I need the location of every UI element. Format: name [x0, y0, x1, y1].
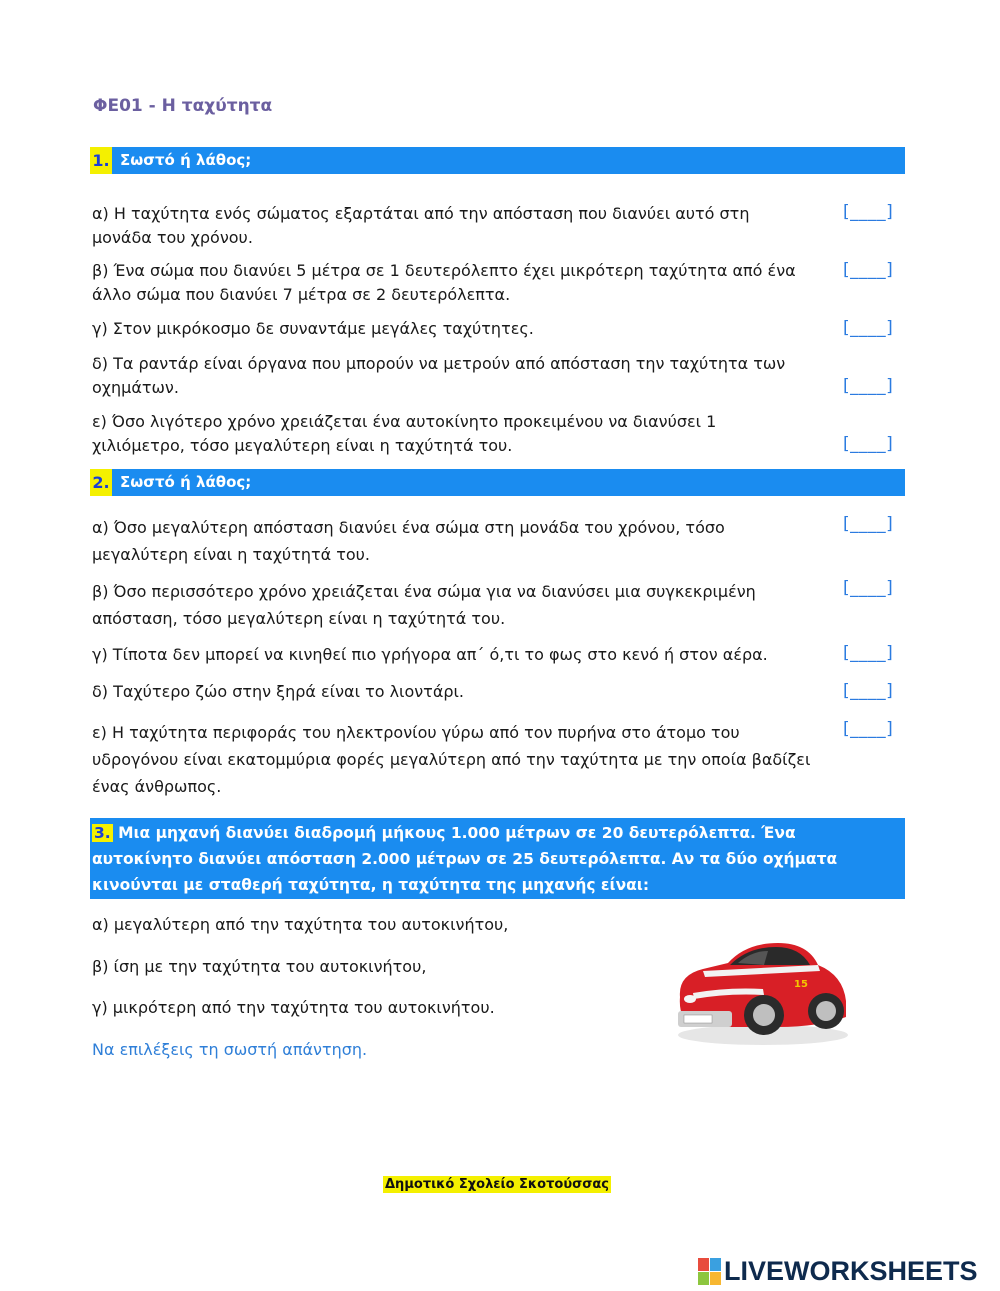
- section-2-header: [90, 469, 905, 496]
- s2-answer-blank-e[interactable]: [____]: [843, 719, 894, 739]
- s3-option-a[interactable]: α) μεγαλύτερη από την ταχύτητα του αυτοκινήτου,: [92, 915, 509, 934]
- s2-question-d: δ) Ταχύτερο ζώο στην ξηρά είναι το λιοντάρι.: [92, 682, 465, 701]
- section-1-heading: Σωστό ή λάθος;: [120, 151, 252, 169]
- s2-question-a: α) Όσο μεγαλύτερη απόσταση διανύει ένα σώμα στη μονάδα του χρόνου, τόσο μεγαλύτερη είναι η ταχύτητά του.: [92, 518, 725, 564]
- s1-answer-blank-e[interactable]: [____]: [843, 434, 894, 454]
- logo-blocks-icon: [698, 1258, 721, 1285]
- s1-answer-blank-b[interactable]: [____]: [843, 260, 894, 280]
- worksheet-title: ΦΕ01 - Η ταχύτητα: [93, 96, 273, 116]
- s3-instruction: Να επιλέξεις τη σωστή απάντηση.: [92, 1040, 368, 1059]
- liveworksheets-logo: [698, 1257, 978, 1285]
- toy-car-image: [668, 935, 853, 1050]
- s1-question-c: γ) Στον μικρόκοσμο δε συναντάμε μεγάλες ταχύτητες.: [92, 319, 534, 338]
- car-number: 15: [794, 979, 808, 990]
- section-2-heading: Σωστό ή λάθος;: [120, 473, 252, 491]
- section-3-number: 3.: [94, 824, 111, 842]
- section-2-number: 2.: [90, 469, 112, 496]
- s3-option-b[interactable]: β) ίση με την ταχύτητα του αυτοκινήτου,: [92, 957, 427, 976]
- s2-answer-blank-d[interactable]: [____]: [843, 681, 894, 701]
- section-3-question-box: [90, 818, 905, 899]
- s1-answer-blank-a[interactable]: [____]: [843, 202, 894, 222]
- s2-question-c: γ) Τίποτα δεν μπορεί να κινηθεί πιο γρήγορα απ΄ ό,τι το φως στο κενό ή στον αέρα.: [92, 645, 768, 664]
- s2-answer-blank-c[interactable]: [____]: [843, 643, 894, 663]
- s2-answer-blank-b[interactable]: [____]: [843, 578, 894, 598]
- s1-question-e: ε) Όσο λιγότερο χρόνο χρειάζεται ένα αυτοκίνητο προκειμένου να διανύσει 1 χιλιόμετρο, τόσο μεγαλύτερη είναι η ταχύτητά του.: [92, 412, 717, 455]
- section-3-question: [92, 820, 892, 898]
- school-footer: Δημοτικό Σχολείο Σκοτούσσας: [385, 1177, 609, 1192]
- s2-question-e: ε) Η ταχύτητα περιφοράς του ηλεκτρονίου γύρω από τον πυρήνα στο άτομο του υδρογόνου είναι εκατομμύρια φορές μεγαλύτερη από την ταχύτητα με την οποία βαδίζει ένας άνθρωπος.: [92, 723, 811, 796]
- s1-question-a: α) Η ταχύτητα ενός σώματος εξαρτάται από την απόσταση που διανύει αυτό στη μονάδα του χρόνου.: [92, 204, 750, 247]
- s2-answer-blank-a[interactable]: [____]: [843, 514, 894, 534]
- s2-question-b: β) Όσο περισσότερο χρόνο χρειάζεται ένα σώμα για να διανύσει μια συγκεκριμένη απόσταση, τόσο μεγαλύτερη είναι η ταχύτητά του.: [92, 582, 756, 628]
- s3-option-c[interactable]: γ) μικρότερη από την ταχύτητα του αυτοκινήτου.: [92, 998, 495, 1017]
- logo-wordmark: LIVEWORKSHEETS: [724, 1255, 978, 1286]
- section-1-header: [90, 147, 905, 174]
- s1-question-d: δ) Τα ραντάρ είναι όργανα που μπορούν να μετρούν από απόσταση την ταχύτητα των οχημάτων.: [92, 354, 786, 397]
- section-3-question-text: Μια μηχανή διανύει διαδρομή μήκους 1.000 μέτρων σε 20 δευτερόλεπτα. Ένα αυτοκίνητο διανύει απόσταση 2.000 μέτρων σε 25 δευτερόλεπτα. Αν τα δύο οχήματα κινούνται με σταθερή ταχύτητα, η ταχύτητα της μηχανής είναι:: [92, 824, 838, 894]
- section-1-number: 1.: [90, 147, 112, 174]
- s1-answer-blank-d[interactable]: [____]: [843, 376, 894, 396]
- s1-question-b: β) Ένα σώμα που διανύει 5 μέτρα σε 1 δευτερόλεπτο έχει μικρότερη ταχύτητα από ένα άλλο σώμα που διανύει 7 μέτρα σε 2 δευτερόλεπτα.: [92, 261, 796, 304]
- s1-answer-blank-c[interactable]: [____]: [843, 318, 894, 338]
